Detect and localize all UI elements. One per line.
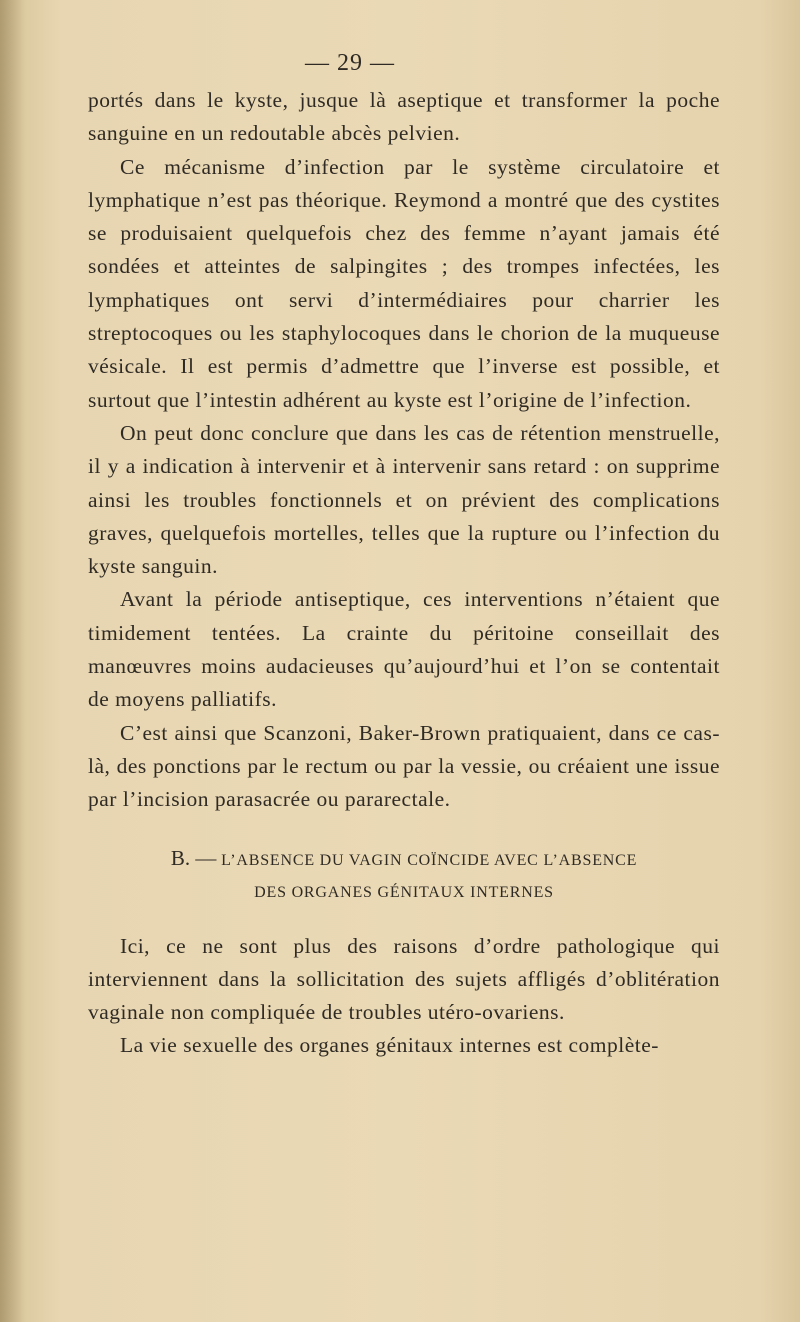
- section-letter: B. —: [170, 845, 217, 870]
- section-title-line2: DES ORGANES GÉNITAUX INTERNES: [254, 883, 554, 901]
- paragraph-3: On peut donc conclure que dans les cas de rétention menstruelle, il y a indication à intervenir et à intervenir sans retard : on supprime ainsi les troubles fonctionnels et on prévient des complications graves, quelquefois mortelles, telles que la rupture ou l’infection du kyste sanguin.: [88, 420, 720, 579]
- section-heading: [88, 845, 720, 906]
- paragraph-1: portés dans le kyste, jusque là aseptique et transformer la poche sanguine en un redoutable abcès pelvien.: [88, 88, 720, 146]
- paragraph-6: Ici, ce ne sont plus des raisons d’ordre pathologique qui interviennent dans la sollicitation des sujets affligés d’oblitération vaginale non compliquée de troubles utéro-ovariens.: [88, 933, 720, 1025]
- page-number: — 29 —: [305, 50, 395, 76]
- paragraph-4: Avant la période antiseptique, ces interventions n’étaient que timidement tentées. La crainte du péritoine conseillait des manœuvres moins audacieuses qu’aujourd’hui et l’on se contentait de moyens palliatifs.: [88, 587, 720, 712]
- spacer: [88, 906, 720, 930]
- section-title-line1: L’ABSENCE DU VAGIN COÏNCIDE AVEC L’ABSENCE: [221, 851, 638, 869]
- paragraph-7: La vie sexuelle des organes génitaux internes est complète-: [120, 1033, 659, 1058]
- spine-shadow: [0, 0, 26, 1322]
- paragraph-5: C’est ainsi que Scanzoni, Baker-Brown pratiquaient, dans ce cas-là, des ponctions par le rectum ou par la vessie, ou créaient une issue par l’incision parasacrée ou pararectale.: [88, 720, 720, 812]
- body-text: [88, 84, 720, 1063]
- paragraph-2: Ce mécanisme d’infection par le système circulatoire et lymphatique n’est pas théorique. Reymond a montré que des cystites se produisaient quelquefois chez des femme n’ayant jamais été sondées et atteintes de salpingites ; des trompes infectées, les lymphatiques ont servi d’intermédiaires pour charrier les streptocoques ou les staphylocoques dans le chorion de la muqueuse vésicale. Il est permis d’admettre que l’inverse est possible, et surtout que l’intestin adhérent au kyste est l’origine de l’infection.: [88, 154, 720, 412]
